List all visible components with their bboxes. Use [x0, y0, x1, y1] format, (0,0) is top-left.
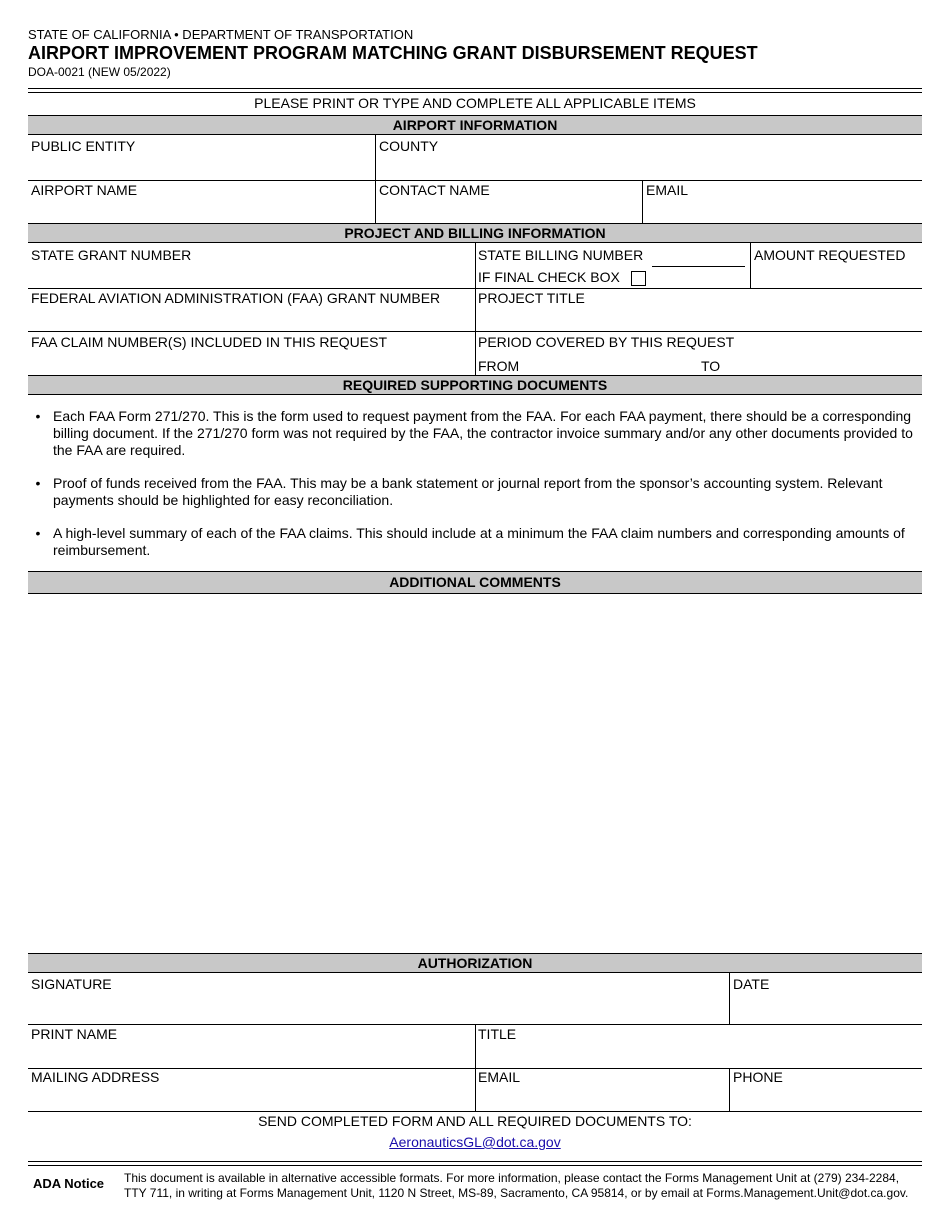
additional-comments-heading: ADDITIONAL COMMENTS	[28, 571, 922, 594]
county-label: COUNTY	[379, 138, 439, 154]
additional-comments-field[interactable]	[28, 596, 922, 952]
state-billing-number-label: STATE BILLING NUMBER	[478, 247, 644, 263]
project-info-heading: PROJECT AND BILLING INFORMATION	[28, 223, 922, 243]
signature-label: SIGNATURE	[31, 976, 112, 992]
supporting-doc-item	[28, 475, 922, 511]
airport-email-label: EMAIL	[646, 182, 689, 198]
period-from-label: FROM	[478, 358, 520, 374]
mailing-address-label: MAILING ADDRESS	[31, 1069, 160, 1085]
ada-notice-text: This document is available in alternative accessible formats. For more information, please contact the Forms Management Unit at (279) 234-2284, TTY 711, in writing at Forms Management Unit, 1120 N Street, MS-89, Sacramento, CA 95814, or by email at Forms.Management.Unit@dot.ca.gov.	[124, 1171, 909, 1200]
contact-email-divider	[642, 180, 643, 223]
period-to-label: TO	[701, 358, 721, 374]
auth-row-rule-2	[28, 1068, 922, 1069]
period-covered-label: PERIOD COVERED BY THIS REQUEST	[478, 334, 735, 350]
email-link-row	[28, 1134, 922, 1150]
airport-row-rule	[28, 180, 922, 181]
amount-requested-label: AMOUNT REQUESTED	[754, 247, 906, 263]
supporting-docs-heading: REQUIRED SUPPORTING DOCUMENTS	[28, 375, 922, 395]
project-col-divider	[475, 243, 476, 375]
supporting-doc-text: Each FAA Form 271/270. This is the form used to request payment from the FAA. For each FAA payment, there should be a corresponding billing document. If the 271/270 form was not required by the FAA, the contractor invoice summary and/or any other documents provided to the FAA are required.	[53, 408, 913, 458]
auth-bottom-rule	[28, 1111, 922, 1112]
project-row-rule-2	[28, 331, 922, 332]
ada-rule-top	[28, 1161, 922, 1162]
amount-divider	[750, 243, 751, 288]
supporting-doc-text: A high-level summary of each of the FAA claims. This should include at a minimum the FAA claim numbers and corresponding amounts of reimbursement.	[53, 525, 905, 558]
form-title: AIRPORT IMPROVEMENT PROGRAM MATCHING GRANT DISBURSEMENT REQUEST	[28, 43, 758, 63]
form-number: DOA-0021 (NEW 05/2022)	[28, 65, 171, 79]
supporting-doc-item	[28, 525, 922, 561]
signature-date-divider	[729, 973, 730, 1024]
phone-label: PHONE	[733, 1069, 783, 1085]
faa-grant-number-label: FEDERAL AVIATION ADMINISTRATION (FAA) GRANT NUMBER	[31, 290, 441, 306]
date-label: DATE	[733, 976, 770, 992]
airport-name-label: AIRPORT NAME	[31, 182, 138, 198]
authorization-heading: AUTHORIZATION	[28, 953, 922, 973]
instructions-line: PLEASE PRINT OR TYPE AND COMPLETE ALL APPLICABLE ITEMS	[254, 95, 696, 111]
aeronautics-email-link[interactable]: AeronauticsGL@dot.ca.gov	[389, 1134, 561, 1150]
ada-rule-bottom	[28, 1165, 922, 1166]
supporting-doc-text: Proof of funds received from the FAA. This may be a bank statement or journal report from the sponsor’s accounting system. Relevant payments should be highlighted for easy reconciliation.	[53, 475, 883, 508]
public-entity-label: PUBLIC ENTITY	[31, 138, 136, 154]
print-name-label: PRINT NAME	[31, 1026, 118, 1042]
project-row-rule-1	[28, 288, 922, 289]
airport-info-heading: AIRPORT INFORMATION	[28, 115, 922, 135]
title-label: TITLE	[478, 1026, 517, 1042]
header-rule-bottom	[28, 92, 922, 93]
contact-name-label: CONTACT NAME	[379, 182, 490, 198]
send-to-line: SEND COMPLETED FORM AND ALL REQUIRED DOCUMENTS TO:	[258, 1113, 692, 1129]
header-rule-top	[28, 88, 922, 89]
bullet-icon: •	[35, 408, 41, 424]
email-phone-divider	[729, 1068, 730, 1111]
final-check-label: IF FINAL CHECK BOX	[478, 269, 620, 285]
supporting-doc-item	[28, 408, 922, 460]
ada-notice-label: ADA Notice	[33, 1176, 105, 1191]
state-billing-number-field[interactable]	[652, 266, 745, 267]
final-checkbox[interactable]	[631, 271, 646, 286]
faa-claim-numbers-label: FAA CLAIM NUMBER(S) INCLUDED IN THIS REQUEST	[31, 334, 388, 350]
auth-email-label: EMAIL	[478, 1069, 521, 1085]
agency-line: STATE OF CALIFORNIA • DEPARTMENT OF TRANSPORTATION	[28, 27, 414, 42]
bullet-icon: •	[35, 525, 41, 541]
bullet-icon: •	[35, 475, 41, 491]
state-grant-number-label: STATE GRANT NUMBER	[31, 247, 192, 263]
airport-col-divider	[375, 135, 376, 223]
project-title-label: PROJECT TITLE	[478, 290, 585, 306]
